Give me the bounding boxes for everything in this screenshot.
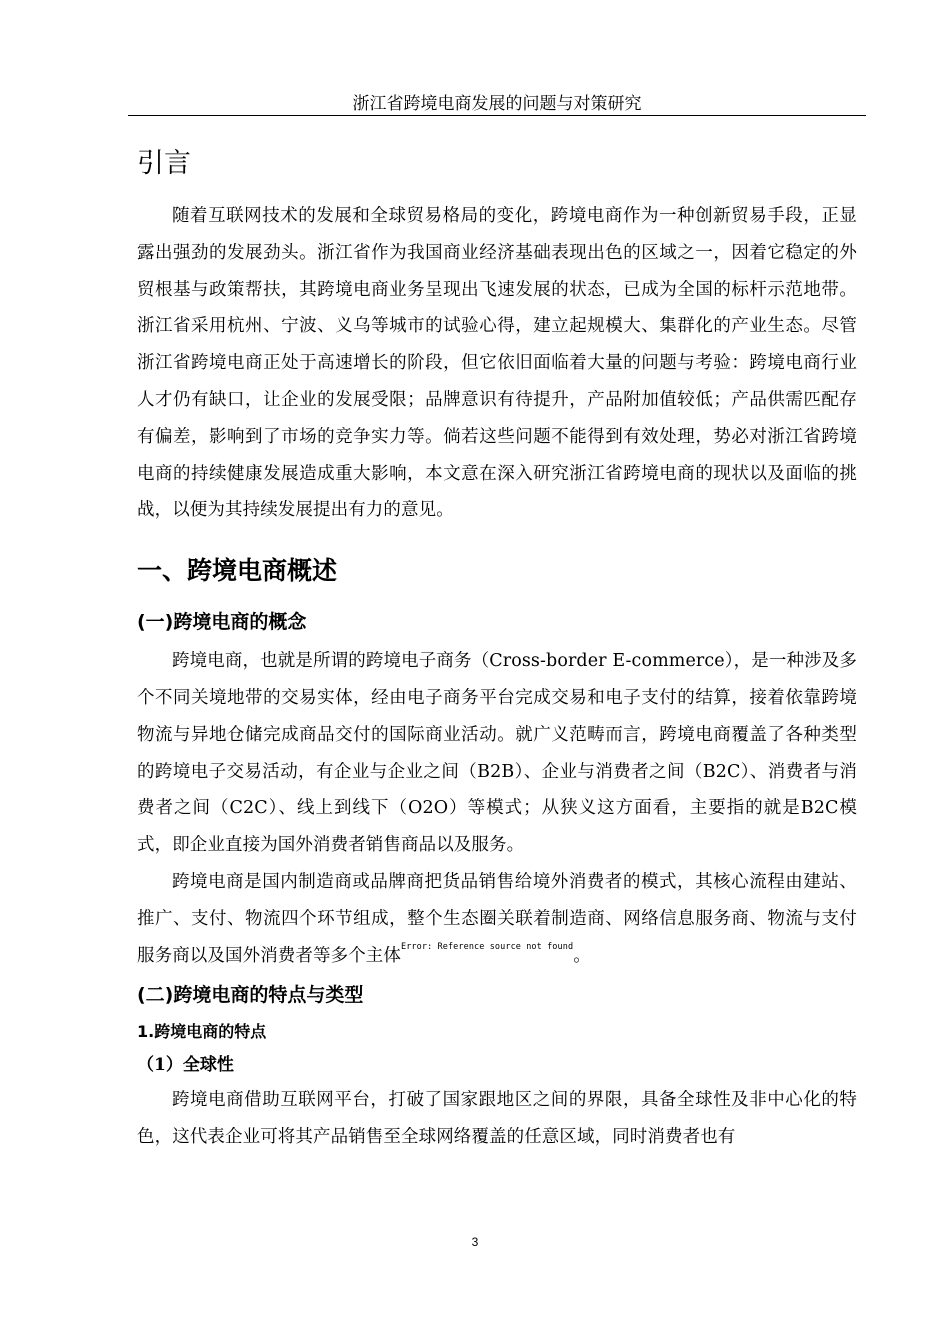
running-header: 浙江省跨境电商发展的问题与对策研究 [352,94,642,114]
intro-heading: 引言 [137,148,191,179]
concept-paragraph-2-text: 跨境电商是国内制造商或品牌商把货品销售给境外消费者的模式，其核心流程由建站、推广、支付、物流四个环节组成，整个生态圈关联着制造商、网络信息服务商、物流与支付服务商以及国外消费者等多个主体 [137,871,857,966]
concept-paragraph-2-end: 。 [573,945,591,966]
concept-paragraph-2 [137,864,857,974]
section1-heading: 一、跨境电商概述 [137,556,338,586]
section1-sub1-heading: (一)跨境电商的概念 [137,611,307,634]
intro-paragraph: 随着互联网技术的发展和全球贸易格局的变化，跨境电商作为一种创新贸易手段，正显露出强劲的发展劲头。浙江省作为我国商业经济基础表现出色的区域之一，因着它稳定的外贸根基与政策帮扶，其跨境电商业务呈现出飞速发展的状态，已成为全国的标杆示范地带。浙江省采用杭州、宁波、义乌等城市的试验心得，建立起规模大、集群化的产业生态。尽管浙江省跨境电商正处于高速增长的阶段，但它依旧面临着大量的问题与考验：跨境电商行业人才仍有缺口，让企业的发展受限；品牌意识有待提升，产品附加值较低；产品供需匹配存有偏差，影响到了市场的竞争实力等。倘若这些问题不能得到有效处理，势必对浙江省跨境电商的持续健康发展造成重大影响，本文意在深入研究浙江省跨境电商的现状以及面临的挑战，以便为其持续发展提出有力的意见。 [137,206,857,521]
page-body [137,140,857,1156]
section1-sub2-heading: (二)跨境电商的特点与类型 [137,984,364,1007]
header-rule [128,115,866,116]
global-paragraph: 跨境电商借助互联网平台，打破了国家跟地区之间的界限，具备全球性及非中心化的特色，这代表企业可将其产品销售至全球网络覆盖的任意区域，同时消费者也有 [137,1090,857,1148]
page-number: 3 [471,1235,479,1249]
features-heading: 1.跨境电商的特点 [137,1022,267,1042]
concept-paragraph-1: 跨境电商，也就是所谓的跨境电子商务（Cross-border E-commerce），是一种涉及多个不同关境地带的交易实体，经由电子商务平台完成交易和电子支付的结算，接着依靠跨境物流与异地仓储完成商品交付的国际商业活动。就广义范畴而言，跨境电商覆盖了各种类型的跨境电子交易活动，有企业与企业之间（B2B）、企业与消费者之间（B2C）、消费者与消费者之间（C2C）、线上到线下（O2O）等模式；从狭义这方面看，主要指的就是B2C模式，即企业直接为国外消费者销售商品以及服务。 [137,651,857,856]
reference-error-superscript: Error: Reference source not found [401,941,574,952]
global-heading: （1）全球性 [137,1055,234,1076]
